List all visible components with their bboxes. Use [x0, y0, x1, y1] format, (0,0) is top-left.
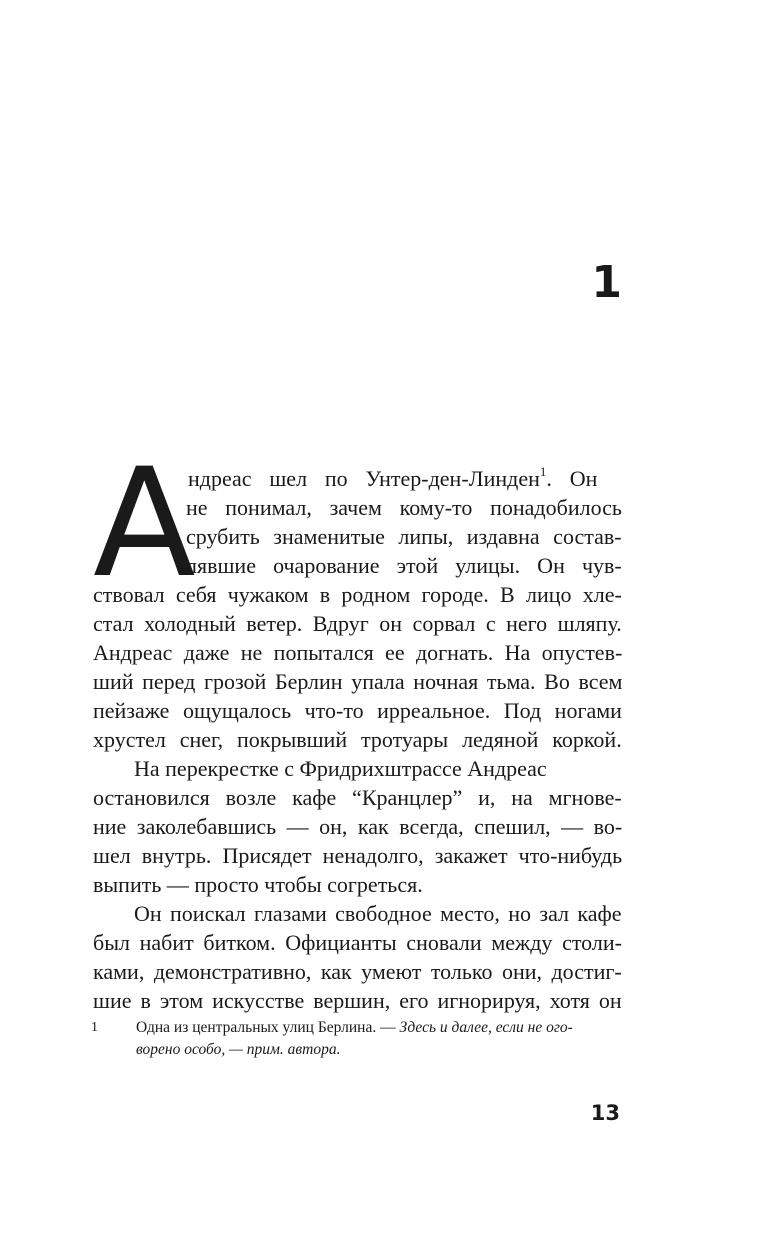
paragraph-2-line-4: шел внутрь. Присядет ненадолго, закажет что-нибудь	[93, 843, 623, 868]
page-number: 13	[590, 1101, 620, 1125]
paragraph-1-line-5: ствовал себя чужаком в родном городе. В лицо хле-	[93, 582, 622, 607]
chapter-number: 1	[591, 257, 622, 308]
paragraph-1-line-6: стал холодный ветер. Вдруг он сорвал с него шляпу.	[93, 611, 622, 636]
paragraph-3-line-3: ками, демонстративно, как умеют только они, достиг-	[93, 959, 622, 984]
paragraph-1-line-2: не понимал, зачем кому-то понадобилось	[186, 495, 622, 520]
footnote-line-2	[136, 1040, 340, 1060]
line-tail: . Он	[546, 466, 598, 491]
paragraph-1-line-8: ший перед грозой Берлин упала ночная тьма. Во всем	[93, 669, 623, 694]
drop-cap: А	[93, 437, 196, 611]
footnote-mark: 1	[91, 1020, 98, 1035]
paragraph-2-line-5: выпить — просто чтобы согреться.	[93, 872, 423, 897]
paragraph-2-line-1: На перекрестке с Фридрихштрассе Андреас	[134, 756, 547, 781]
paragraph-1-line-7: Андреас даже не попытался ее догнать. На опустев-	[93, 640, 623, 665]
footnote-italic-2: ворено особо, — прим. автора.	[136, 1041, 341, 1058]
footnote-italic-1: Здесь и далее, если не ого-	[399, 1019, 573, 1036]
paragraph-3-line-1: Он поискал глазами свободное место, но зал кафе	[134, 901, 622, 926]
footnote-ref: 1	[539, 464, 547, 479]
paragraph-1-line-10: хрустел снег, покрывший тротуары ледяной коркой.	[93, 727, 622, 752]
paragraph-3-line-2: был набит битком. Официанты сновали между столи-	[93, 930, 622, 955]
line-text: ндреас шел по Унтер-ден-Линден	[188, 466, 540, 491]
paragraph-1-line-9: пейзаже ощущалось что-то ирреальное. Под ногами	[93, 698, 622, 723]
paragraph-1-line-3: срубить знаменитые липы, издавна состав-	[186, 524, 622, 549]
footnote-text: Одна из центральных улиц Берлина. —	[136, 1019, 400, 1036]
paragraph-2-line-3: ние заколебавшись — он, как всегда, спешил, — во-	[93, 814, 623, 839]
paragraph-2-line-2: остановился возле кафе “Кранцлер” и, на мгнове-	[93, 785, 622, 810]
footnote-line-1	[136, 1018, 573, 1038]
paragraph-1-line-4: лявшие очарование этой улицы. Он чув-	[186, 553, 622, 578]
paragraph-1-line-1	[188, 464, 597, 494]
paragraph-3-line-4: шие в этом искусстве вершин, его игнорируя, хотя он	[93, 988, 622, 1013]
